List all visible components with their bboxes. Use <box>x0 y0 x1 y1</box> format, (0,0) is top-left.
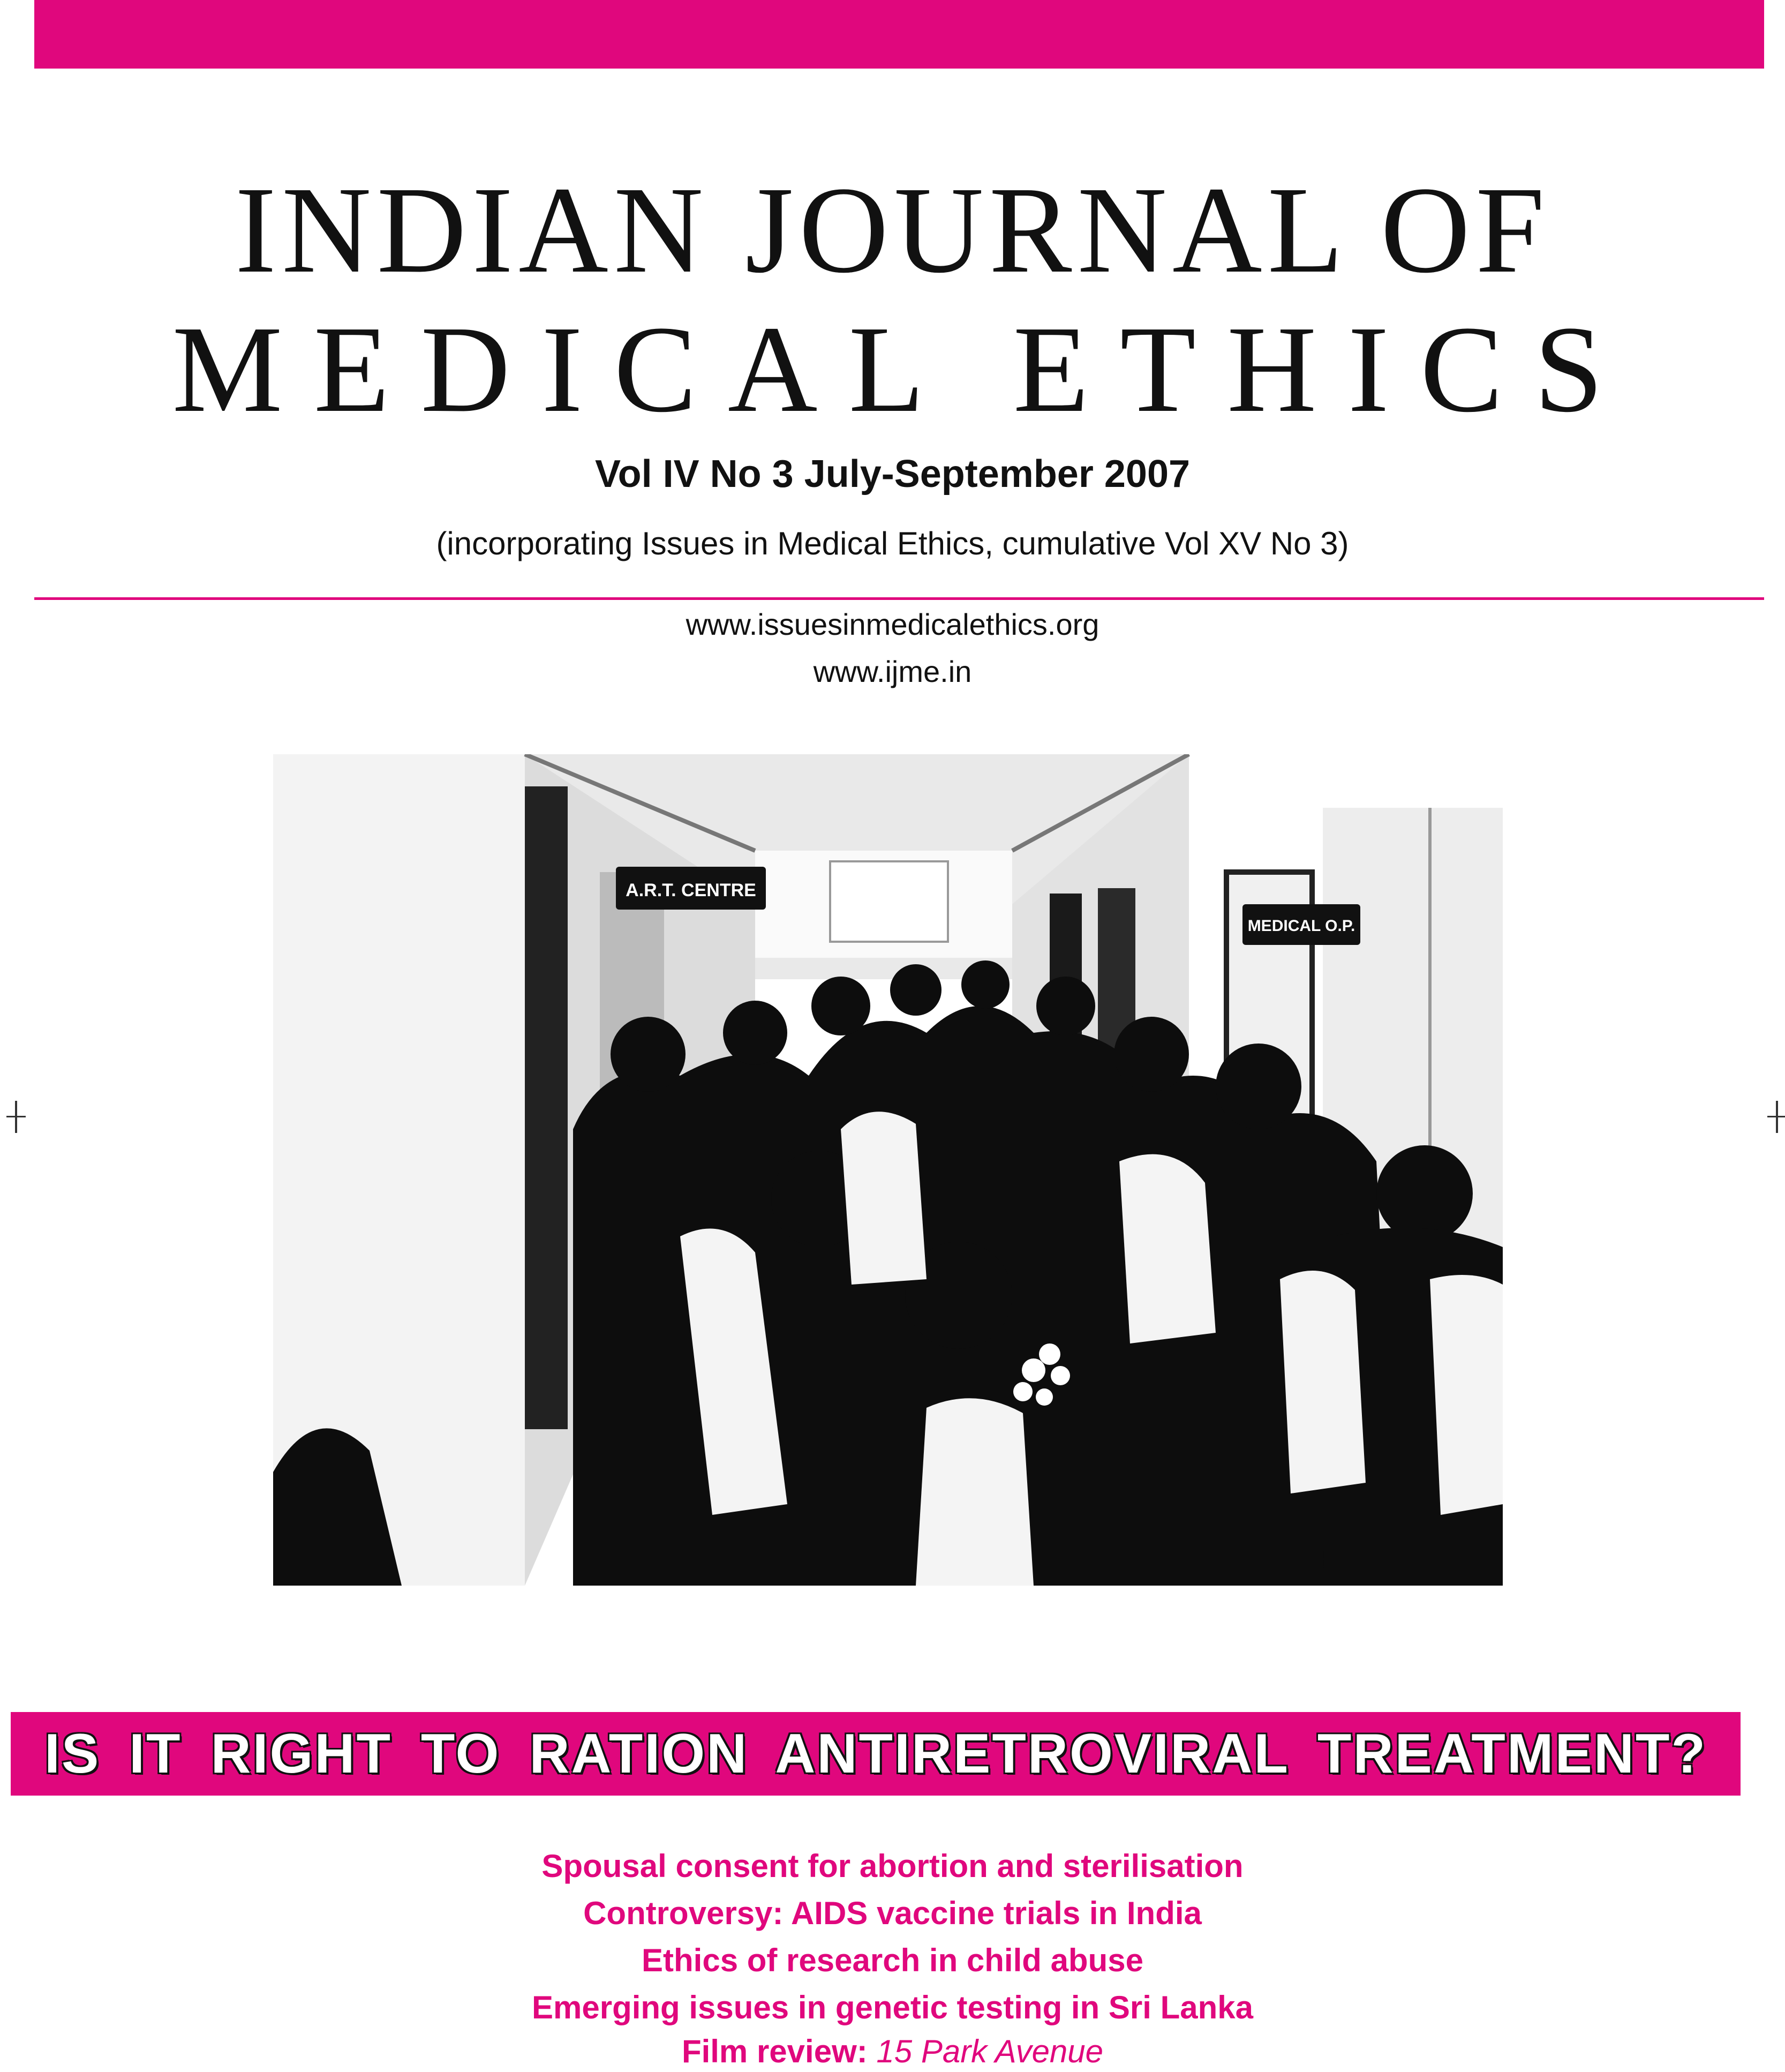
incorporating-note: (incorporating Issues in Medical Ethics, cumulative Vol XV No 3) <box>436 525 1349 561</box>
website-url-2: www.ijme.in <box>813 655 972 688</box>
journal-title-line-2: MEDICAL ETHICS <box>172 301 1635 438</box>
crop-mark-left <box>15 1101 17 1133</box>
website-url-1: www.issuesinmedicalethics.org <box>686 607 1099 641</box>
cover-photo <box>273 754 1503 1586</box>
divider-rule <box>34 597 1764 600</box>
art-centre-sign-text: A.R.T. CENTRE <box>626 880 756 900</box>
film-review-item <box>0 2031 1785 2072</box>
contents-item: Controversy: AIDS vaccine trials in India <box>583 1895 1202 1931</box>
contents-item: Spousal consent for abortion and sterilisation <box>541 1848 1244 1884</box>
contents-item: Ethics of research in child abuse <box>642 1942 1143 1978</box>
film-review-title: 15 Park Avenue <box>876 2033 1104 2069</box>
contents-list <box>0 1843 1785 2072</box>
contents-item: Emerging issues in genetic testing in Sri Lanka <box>531 1990 1253 2025</box>
crop-mark-right <box>1776 1101 1778 1133</box>
medical-op-sign-text: MEDICAL O.P. <box>1247 917 1355 935</box>
top-accent-bar <box>34 0 1764 69</box>
cover-headline: IS IT RIGHT TO RATION ANTIRETROVIRAL TREATMENT? <box>44 1722 1707 1785</box>
headline-banner <box>11 1712 1741 1796</box>
film-review-label: Film review: <box>681 2033 868 2069</box>
journal-title-line-1: INDIAN JOURNAL OF <box>235 161 1550 299</box>
hospital-corridor-illustration <box>273 754 1503 1586</box>
volume-info: Vol IV No 3 July-September 2007 <box>594 453 1191 496</box>
